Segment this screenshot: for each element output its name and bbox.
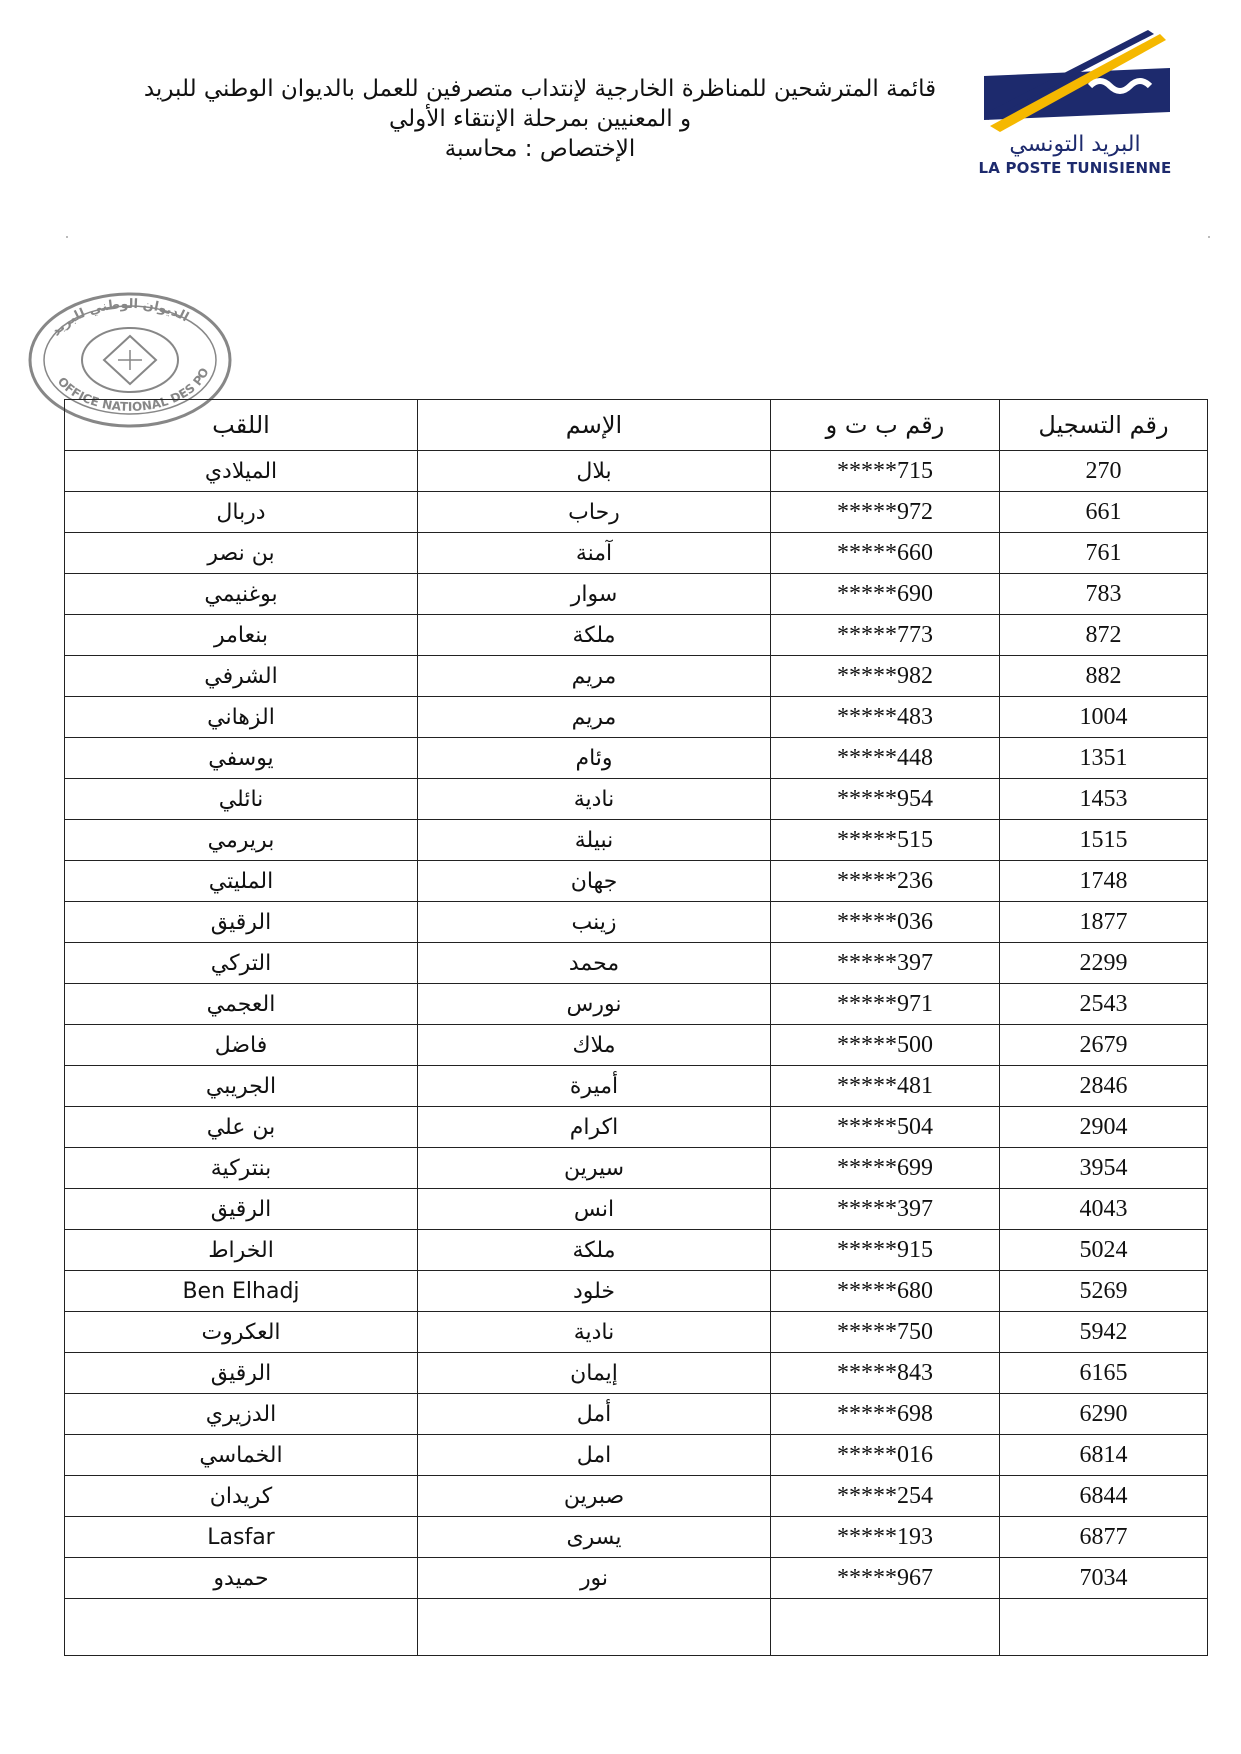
- id-number-cell: *****680: [771, 1271, 1000, 1312]
- first-name-cell: صبرين: [418, 1476, 771, 1517]
- first-name-cell: نورس: [418, 984, 771, 1025]
- last-name-cell: الخراط: [65, 1230, 418, 1271]
- registration-number-cell: 6290: [1000, 1394, 1208, 1435]
- registration-number-cell: 6877: [1000, 1517, 1208, 1558]
- header-id-number: رقم ب ت و: [771, 400, 1000, 451]
- empty-cell: [1000, 1599, 1208, 1656]
- registration-number-cell: 872: [1000, 615, 1208, 656]
- title-line-2: و المعنيين بمرحلة الإنتقاء الأولي: [388, 106, 692, 132]
- first-name-cell: محمد: [418, 943, 771, 984]
- table-body: [65, 451, 1208, 1656]
- first-name-cell: خلود: [418, 1271, 771, 1312]
- table-row: [65, 656, 1208, 697]
- table-row: [65, 492, 1208, 533]
- registration-number-cell: 270: [1000, 451, 1208, 492]
- candidates-table-container: [64, 399, 1207, 1656]
- table-row: [65, 1517, 1208, 1558]
- registration-number-cell: 1515: [1000, 820, 1208, 861]
- table-row: [65, 1271, 1208, 1312]
- id-number-cell: *****397: [771, 943, 1000, 984]
- id-number-cell: *****481: [771, 1066, 1000, 1107]
- last-name-cell: حميدو: [65, 1558, 418, 1599]
- registration-number-cell: 2846: [1000, 1066, 1208, 1107]
- id-number-cell: *****448: [771, 738, 1000, 779]
- la-poste-emblem-icon: [970, 28, 1185, 132]
- first-name-cell: نادية: [418, 779, 771, 820]
- last-name-cell: الميلادي: [65, 451, 418, 492]
- table-row: [65, 1312, 1208, 1353]
- table-row: [65, 1230, 1208, 1271]
- table-row: [65, 615, 1208, 656]
- last-name-cell: Ben Elhadj: [65, 1271, 418, 1312]
- last-name-cell: العجمي: [65, 984, 418, 1025]
- last-name-cell: Lasfar: [65, 1517, 418, 1558]
- registration-number-cell: 7034: [1000, 1558, 1208, 1599]
- table-header-row: [65, 400, 1208, 451]
- id-number-cell: *****660: [771, 533, 1000, 574]
- table-row: [65, 533, 1208, 574]
- table-row: [65, 1353, 1208, 1394]
- registration-number-cell: 761: [1000, 533, 1208, 574]
- registration-number-cell: 5024: [1000, 1230, 1208, 1271]
- last-name-cell: بنعامر: [65, 615, 418, 656]
- registration-number-cell: 882: [1000, 656, 1208, 697]
- last-name-cell: العكروت: [65, 1312, 418, 1353]
- empty-cell: [65, 1599, 418, 1656]
- table-row: [65, 1558, 1208, 1599]
- table-row: [65, 1107, 1208, 1148]
- header-first-name: الإسم: [418, 400, 771, 451]
- id-number-cell: *****016: [771, 1435, 1000, 1476]
- id-number-cell: *****690: [771, 574, 1000, 615]
- last-name-cell: الخماسي: [65, 1435, 418, 1476]
- registration-number-cell: 1748: [1000, 861, 1208, 902]
- last-name-cell: الشرفي: [65, 656, 418, 697]
- first-name-cell: آمنة: [418, 533, 771, 574]
- last-name-cell: بنتركية: [65, 1148, 418, 1189]
- first-name-cell: ملاك: [418, 1025, 771, 1066]
- id-number-cell: *****236: [771, 861, 1000, 902]
- first-name-cell: نور: [418, 1558, 771, 1599]
- header-registration-number: رقم التسجيل: [1000, 400, 1208, 451]
- title-line-3: الإختصاص : محاسبة: [444, 136, 636, 162]
- id-number-cell: *****500: [771, 1025, 1000, 1066]
- last-name-cell: بن علي: [65, 1107, 418, 1148]
- id-number-cell: *****982: [771, 656, 1000, 697]
- table-row: [65, 697, 1208, 738]
- page-header: [0, 0, 1241, 240]
- first-name-cell: نبيلة: [418, 820, 771, 861]
- registration-number-cell: 6165: [1000, 1353, 1208, 1394]
- table-row: [65, 861, 1208, 902]
- id-number-cell: *****967: [771, 1558, 1000, 1599]
- id-number-cell: *****036: [771, 902, 1000, 943]
- logo-arabic-name: البريد التونسي: [1009, 132, 1141, 157]
- registration-number-cell: 661: [1000, 492, 1208, 533]
- id-number-cell: *****699: [771, 1148, 1000, 1189]
- first-name-cell: أمل: [418, 1394, 771, 1435]
- id-number-cell: *****843: [771, 1353, 1000, 1394]
- stamp-french-text: OFFICE NATIONAL DES PO: [54, 365, 212, 414]
- first-name-cell: جهان: [418, 861, 771, 902]
- id-number-cell: *****193: [771, 1517, 1000, 1558]
- last-name-cell: دربال: [65, 492, 418, 533]
- last-name-cell: الدزيري: [65, 1394, 418, 1435]
- table-row: [65, 984, 1208, 1025]
- first-name-cell: سيرين: [418, 1148, 771, 1189]
- last-name-cell: الزهاني: [65, 697, 418, 738]
- id-number-cell: *****915: [771, 1230, 1000, 1271]
- id-number-cell: *****715: [771, 451, 1000, 492]
- last-name-cell: الرقيق: [65, 1353, 418, 1394]
- table-row: [65, 1148, 1208, 1189]
- last-name-cell: يوسفي: [65, 738, 418, 779]
- last-name-cell: المليتي: [65, 861, 418, 902]
- title-line-1: قائمة المترشحين للمناظرة الخارجية لإنتداب متصرفين للعمل بالديوان الوطني للبريد: [143, 76, 937, 102]
- registration-number-cell: 1004: [1000, 697, 1208, 738]
- document-title: [120, 74, 960, 164]
- registration-number-cell: 1351: [1000, 738, 1208, 779]
- first-name-cell: انس: [418, 1189, 771, 1230]
- first-name-cell: سوار: [418, 574, 771, 615]
- first-name-cell: نادية: [418, 1312, 771, 1353]
- table-row: [65, 1394, 1208, 1435]
- table-padding-row: [65, 1599, 1208, 1656]
- last-name-cell: نائلي: [65, 779, 418, 820]
- table-row: [65, 1435, 1208, 1476]
- id-number-cell: *****397: [771, 1189, 1000, 1230]
- registration-number-cell: 783: [1000, 574, 1208, 615]
- empty-cell: [418, 1599, 771, 1656]
- last-name-cell: بن نصر: [65, 533, 418, 574]
- registration-number-cell: 4043: [1000, 1189, 1208, 1230]
- registration-number-cell: 5942: [1000, 1312, 1208, 1353]
- last-name-cell: الرقيق: [65, 1189, 418, 1230]
- last-name-cell: التركي: [65, 943, 418, 984]
- scan-speck: [1208, 236, 1210, 238]
- first-name-cell: إيمان: [418, 1353, 771, 1394]
- table-row: [65, 902, 1208, 943]
- la-poste-logo: [970, 28, 1185, 178]
- last-name-cell: الجريبي: [65, 1066, 418, 1107]
- last-name-cell: الرقيق: [65, 902, 418, 943]
- first-name-cell: زينب: [418, 902, 771, 943]
- table-row: [65, 1025, 1208, 1066]
- first-name-cell: يسرى: [418, 1517, 771, 1558]
- id-number-cell: *****254: [771, 1476, 1000, 1517]
- first-name-cell: مريم: [418, 656, 771, 697]
- registration-number-cell: 2904: [1000, 1107, 1208, 1148]
- registration-number-cell: 2299: [1000, 943, 1208, 984]
- first-name-cell: ملكة: [418, 1230, 771, 1271]
- svg-text:الديوان الوطني للبريد: [49, 297, 191, 339]
- stamp-arabic-text: الديوان الوطني للبريد: [48, 296, 192, 340]
- table-row: [65, 779, 1208, 820]
- first-name-cell: ملكة: [418, 615, 771, 656]
- table-row: [65, 738, 1208, 779]
- registration-number-cell: 3954: [1000, 1148, 1208, 1189]
- empty-cell: [771, 1599, 1000, 1656]
- id-number-cell: *****483: [771, 697, 1000, 738]
- table-row: [65, 1066, 1208, 1107]
- id-number-cell: *****954: [771, 779, 1000, 820]
- registration-number-cell: 6814: [1000, 1435, 1208, 1476]
- first-name-cell: بلال: [418, 451, 771, 492]
- id-number-cell: *****750: [771, 1312, 1000, 1353]
- table-row: [65, 943, 1208, 984]
- registration-number-cell: 2543: [1000, 984, 1208, 1025]
- logo-french-name: LA POSTE TUNISIENNE: [978, 159, 1172, 177]
- scan-speck: [66, 236, 68, 238]
- id-number-cell: *****972: [771, 492, 1000, 533]
- table-row: [65, 820, 1208, 861]
- candidates-table: [64, 399, 1208, 1656]
- id-number-cell: *****515: [771, 820, 1000, 861]
- first-name-cell: امل: [418, 1435, 771, 1476]
- registration-number-cell: 5269: [1000, 1271, 1208, 1312]
- last-name-cell: فاضل: [65, 1025, 418, 1066]
- table-row: [65, 1476, 1208, 1517]
- table-row: [65, 1189, 1208, 1230]
- last-name-cell: كريدان: [65, 1476, 418, 1517]
- registration-number-cell: 2679: [1000, 1025, 1208, 1066]
- table-row: [65, 574, 1208, 615]
- table-row: [65, 451, 1208, 492]
- first-name-cell: رحاب: [418, 492, 771, 533]
- registration-number-cell: 1453: [1000, 779, 1208, 820]
- registration-number-cell: 6844: [1000, 1476, 1208, 1517]
- id-number-cell: *****698: [771, 1394, 1000, 1435]
- last-name-cell: بوغنيمي: [65, 574, 418, 615]
- header-last-name: اللقب: [65, 400, 418, 451]
- last-name-cell: بريرمي: [65, 820, 418, 861]
- first-name-cell: أميرة: [418, 1066, 771, 1107]
- first-name-cell: وئام: [418, 738, 771, 779]
- id-number-cell: *****971: [771, 984, 1000, 1025]
- registration-number-cell: 1877: [1000, 902, 1208, 943]
- id-number-cell: *****773: [771, 615, 1000, 656]
- first-name-cell: اكرام: [418, 1107, 771, 1148]
- id-number-cell: *****504: [771, 1107, 1000, 1148]
- first-name-cell: مريم: [418, 697, 771, 738]
